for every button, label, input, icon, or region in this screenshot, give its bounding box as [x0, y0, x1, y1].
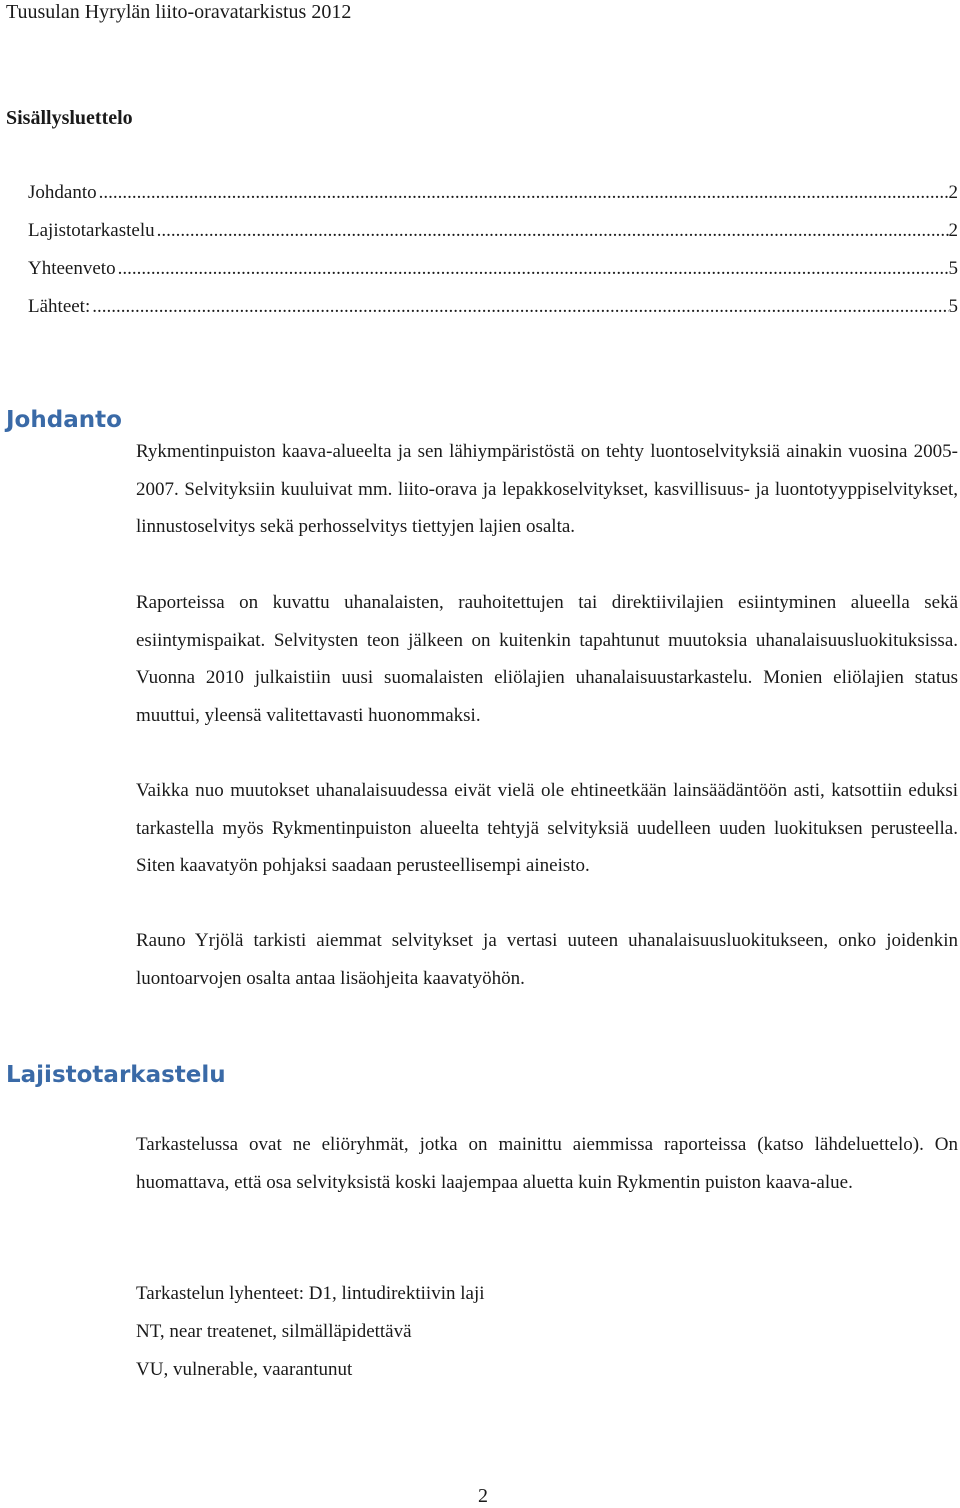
paragraph-intro: Rykmentinpuiston kaava-alueelta ja sen lähiympäristöstä on tehty luontoselvityksiä ainakin vuosina 2005-2007. Selvityksiin kuuluivat mm. liito-orava ja lepakkoselvitykset, kasvillisuus- ja luontotyyppiselvitykset, linnustoselvitys sekä perhosselvitys tiettyjen lajien osalta. [136, 441, 958, 537]
toc-entry-page: 2 [948, 220, 958, 241]
abbreviation-line: NT, near treatenet, silmälläpidettävä [136, 1321, 412, 1342]
toc-entry-lahteet[interactable] [28, 294, 958, 332]
paragraph-vaikka: Vaikka nuo muutokset uhanalaisuudessa eivät vielä ole ehtineetkään lainsäädäntöön asti, katsottiin eduksi tarkastella myös Rykmentinpuiston alueelta tehtyjä selvityksiä uudelleen uuden luokituksen perusteella. Siten kaavatyön pohjaksi saadaan perusteellisempi aineisto. [136, 780, 958, 876]
toc-entry-yhteenveto[interactable] [28, 256, 958, 294]
toc-entry-page: 5 [948, 296, 958, 317]
toc-leader-dots [116, 256, 949, 282]
abbreviation-line: VU, vulnerable, vaarantunut [136, 1359, 353, 1380]
paragraph-tarkastelussa: Tarkastelussa ovat ne eliöryhmät, jotka on mainittu aiemmissa raporteissa (katso lähdeluettelo). On huomattava, että osa selvityksistä koski laajempaa aluetta kuin Rykmentin puiston kaava-alue. [136, 1134, 958, 1193]
section-heading-johdanto: Johdanto [6, 407, 122, 433]
document-header: Tuusulan Hyrylän liito-oravatarkistus 2012 [6, 1, 352, 23]
toc-entry-label: Johdanto [28, 182, 97, 203]
abbreviation-line: Tarkastelun lyhenteet: D1, lintudirektiivin laji [136, 1283, 485, 1304]
toc-entry-label: Yhteenveto [28, 258, 116, 279]
toc-entry-lajistotarkastelu[interactable] [28, 218, 958, 256]
toc-title: Sisällysluettelo [6, 107, 133, 129]
paragraph-raporteissa: Raporteissa on kuvattu uhanalaisten, rauhoitettujen tai direktiivilajien esiintyminen alueella sekä esiintymispaikat. Selvitysten teon jälkeen on kuitenkin tapahtunut muutoksia uhanalaisuusluokituksissa. Vuonna 2010 julkaistiin uusi suomalaisten eliölajien uhanalaisuustarkastelu. Monien eliölajien status muuttui, yleensä valitettavasti huonommaksi. [136, 592, 958, 726]
paragraph-rauno: Rauno Yrjölä tarkisti aiemmat selvitykset ja vertasi uuteen uhanalaisuusluokitukseen, onko joidenkin luontoarvojen osalta antaa lisäohjeita kaavatyöhön. [136, 930, 958, 989]
toc-entry-label: Lähteet: [28, 296, 91, 317]
table-of-contents [28, 180, 958, 332]
section-heading-lajistotarkastelu: Lajistotarkastelu [6, 1062, 226, 1088]
toc-entry-label: Lajistotarkastelu [28, 220, 155, 241]
toc-entry-page: 2 [948, 182, 958, 203]
page-number: 2 [478, 1485, 488, 1507]
toc-leader-dots [97, 180, 949, 206]
toc-entry-page: 5 [948, 258, 958, 279]
toc-leader-dots [90, 294, 948, 320]
toc-leader-dots [155, 218, 949, 244]
toc-entry-johdanto[interactable] [28, 180, 958, 218]
